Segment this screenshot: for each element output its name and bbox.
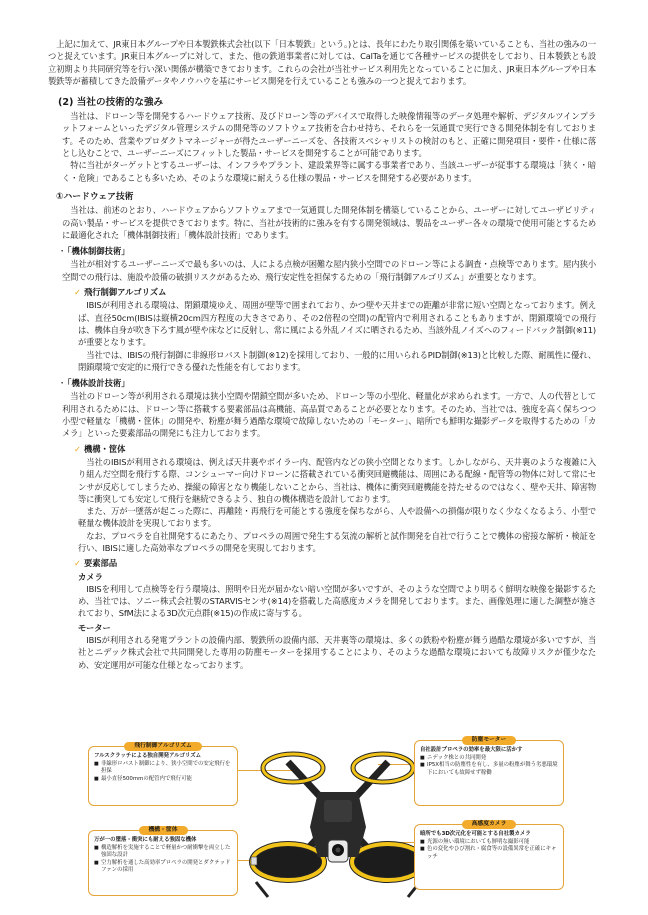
parts-label: 要素部品	[83, 558, 118, 569]
mechanism-heading	[74, 443, 596, 455]
drone-illustration	[248, 732, 428, 900]
design-paragraph: 当社のドローン等が利用される環境は狭小空間や閉鎖空間が多いため、ドローン等の小型化、軽量化が求められます。一方で、人の代替として利用されるためには、ドローン等に搭載する要素部品は高機能、高品質であることが必要となります。そのため、当社では、強度を高く保ちつつ小型で軽量な「機構・筐体」の開発や、粉塵が舞う過酷な環境で故障しないための「モーター」、暗所でも鮮明な撮影データを取得するための「カメラ」といった要素部品の開発にも注力しております。	[62, 391, 596, 439]
mechanism-label: 機構・筐体	[83, 443, 126, 454]
checkmark-icon: ✓	[74, 287, 81, 298]
callout-high-sensitivity-camera	[414, 821, 564, 890]
bullet-dot-icon: ・	[58, 378, 67, 389]
callout-body-structure	[88, 827, 238, 896]
control-paragraph: 当社が相対するユーザーニーズで最も多いのは、人による点検が困難な屋内狭小空間でのドローン等による調査・点検等であります。屋内狭小空間での飛行は、施設や設備の破損リスクがあるため、飛行安定性を担保するための「飛行制御アルゴリズム」が重要となります。	[62, 259, 596, 282]
hardware-paragraph: 当社は、前述のとおり、ハードウェアからソフトウェアまで一気通貫した開発体制を構築していることから、ユーザーに対してユーザビリティの高い製品・サービスを提供できております。特に、当社が技術的に強みを有する開発領域は、製品をユーザー各々の環境で使用可能とするために最適化された「機体制御技術」「機体設計技術」であります。	[62, 205, 596, 240]
callout-title: 防塵モーター	[462, 736, 517, 745]
intro-paragraph: 上記に加えて、JR東日本グループや日本製鉄株式会社(以下「日本製鉄」という。)とは、長年にわたり取引関係を築いていることも、当社の強みの一つと捉えています。JR東日本グループに対して、また、他の鉄道事業者に対しては、CalTaを通じて各種サービスの提供をしており、日本製鉄とも設立初期より共同研究等を行い深い関係が構築できております。これらの会社が当社サービス利用先となっていることに加え、JR東日本グループや日本製鉄等が蓄積してきた設備データやノウハウを基にサービス開発を行えていることも強みの一つと捉えております。	[48, 39, 596, 86]
callout-title: 高感度カメラ	[462, 820, 517, 829]
callout-item: ■ 最小直径500mmの配管内で飛行可能	[94, 776, 232, 783]
callout-lead: フルスクラッチによる独自開発アルゴリズム	[94, 753, 202, 760]
camera-paragraph: IBISを利用して点検等を行う環境は、照明や日光が届かない暗い空間が多いですが、そのような空間でより明るく鮮明な映像を撮影するため、当社では、ソニー株式会社製のSTARVISセンサ(※14)を搭載した高感度カメラを開発しております。また、画像処理に適した調整が施されており、SfM法による3D次元点群(※15)の作成に寄与する。	[78, 583, 596, 619]
section-paragraph: 特に当社がターゲットとするユーザーは、インフラやプラント、建設業界等に属する事業者であり、当該ユーザーが従事する環境は「狭く・暗く・危険」であることも多いため、そのような環境に耐えうる仕様の製品・サービスを開発する必要があります。	[62, 160, 596, 183]
motor-heading: モーター	[78, 622, 111, 633]
callout-item: ■ 光源の無い環境においても鮮明な撮影可能	[420, 839, 558, 846]
hardware-heading: ①ハードウェア技術	[56, 191, 134, 202]
control-heading-label: 「機体制御技術」	[67, 246, 130, 257]
callout-item: ■ IP5X相当の防塵性を有し、多量の粉塵が舞う劣悪環境下においても故障せず稼働	[420, 762, 558, 777]
callout-item: ■ 色の変化やひび割れ・腐食等の設備異常を正確にキャッチ	[420, 846, 558, 861]
callout-item: ■ ニデック株との共同開発	[420, 755, 558, 762]
checkmark-icon: ✓	[74, 558, 81, 569]
section-paragraph: 当社は、ドローン等を開発するハードウェア技術、及びドローン等のデバイスで取得した映像情報等のデータ処理や解析、デジタルツインプラットフォームといったデジタル管理システムの開発等のソフトウェア技術を合わせ持ち、それらを一気通貫で実行できる開発体制を有しております。そのため、営業やプロダクトマネージャーが得たユーザーニーズを、各技術スペシャリストの検討のもと、正確に開発項目・要件・仕様に落とし込むことで、ユーザーニーズにフィットした製品・サービスを開発することが可能であります。	[62, 111, 596, 159]
section-heading-technical-strengths: (2) 当社の技術的な強み	[58, 97, 164, 109]
mechanism-paragraph: 当社のIBISが利用される環境は、例えば天井裏やボイラー内、配管内などの狭小空間となります。しかしながら、天井裏のような複雑に入り組んだ空間を飛行する際、コンシューマー向けドローンに搭載されている衝突回避機能は、周囲にある配線・配管等の物体に対して常にセンサが反応してしまうため、操縦の障害となり機能しないことから、当社は、機体に衝突回避機能を持たせるのではなく、壁や天井、障害物等に衝突しても安定して飛行を継続できるよう、独自の機体構造を設計しております。	[78, 456, 596, 504]
mechanism-paragraph: また、万が一墜落が起こった際に、再離陸・再飛行を可能とする強度を保ちながら、人や設備への損傷が限りなく少なくなるよう、小型で軽量な機体設計を実現しております。	[78, 506, 596, 529]
callout-dustproof-motor	[414, 737, 564, 806]
parts-heading	[74, 557, 596, 569]
design-heading	[58, 377, 596, 389]
mechanism-paragraph: なお、プロペラを自社開発するにあたり、プロペラの周囲で発生する気流の解析と試作開発を自社で行うことで機体の密接な解析・検証を行い、IBISに適した高効率なプロペラの開発を実現しております。	[78, 530, 596, 553]
callout-lead: 万が一の墜落・衝突にも耐える強固な機体	[94, 837, 197, 844]
callout-flight-algorithm	[88, 743, 238, 806]
callout-title: 飛行制御アルゴリズム	[124, 742, 202, 751]
flight-paragraph: 当社では、IBISの飛行制御に非線形ロバスト制御(※12)を採用しており、一般的に用いられるPID制御(※13)と比較した際、耐風性に優れ、閉鎖環境で安定的に飛行できる優れた性能を有しております。	[78, 349, 596, 372]
callout-item: ■ 空力解析を通した高効率プロペラの開発とダクテッドファンの採用	[94, 860, 232, 875]
callout-lead: 暗所でも3D次元化を可能とする自社製カメラ	[420, 831, 531, 838]
callout-title: 機構・筐体	[139, 826, 188, 835]
callout-item: ■ 非線形ロバスト制御により、狭小空間での安定飛行を担保	[94, 761, 232, 776]
camera-heading: カメラ	[78, 571, 103, 582]
document-page	[48, 38, 596, 671]
checkmark-icon: ✓	[74, 443, 81, 454]
drone-feature-figure	[88, 732, 564, 900]
bullet-dot-icon: ・	[58, 246, 67, 257]
motor-paragraph: IBISが利用される発電プラントの設備内部、製鉄所の設備内部、天井裏等の環境は、多くの鉄粉や粉塵が舞う過酷な環境が多いですが、当社とニデック株式会社で共同開発した専用の防塵モーターを採用することにより、そのような過酷な環境においても故障リスクが僅少なため、安定運用が可能な仕様となっております。	[78, 635, 596, 670]
callout-item: ■ 構造解析を実施することで軽量かつ耐衝撃を両立した強固な設計	[94, 845, 232, 860]
control-heading	[58, 245, 596, 257]
flight-algorithm-heading	[74, 286, 596, 298]
callout-lead: 自社設計プロペラの効率を最大限に活かす	[420, 747, 523, 754]
flight-algorithm-label: 飛行制御アルゴリズム	[83, 287, 167, 298]
design-heading-label: 「機体設計技術」	[67, 378, 130, 389]
flight-paragraph: IBISが利用される環境は、閉鎖環境ゆえ、周囲が壁等で囲まれており、かつ壁や天井までの距離が非常に短い空間となっております。例えば、直径50cm(IBISは縦横20cm四方程度の大きさであり、その2倍程の空間)の配管内で利用されることもありますが、閉鎖環境での飛行は、機体自身が吹き下ろす風が壁や床などに反射し、常に風による外乱ノイズに晒されるため、当該外乱ノイズへのフィードバック制御(※11)が重要となります。	[78, 300, 596, 348]
